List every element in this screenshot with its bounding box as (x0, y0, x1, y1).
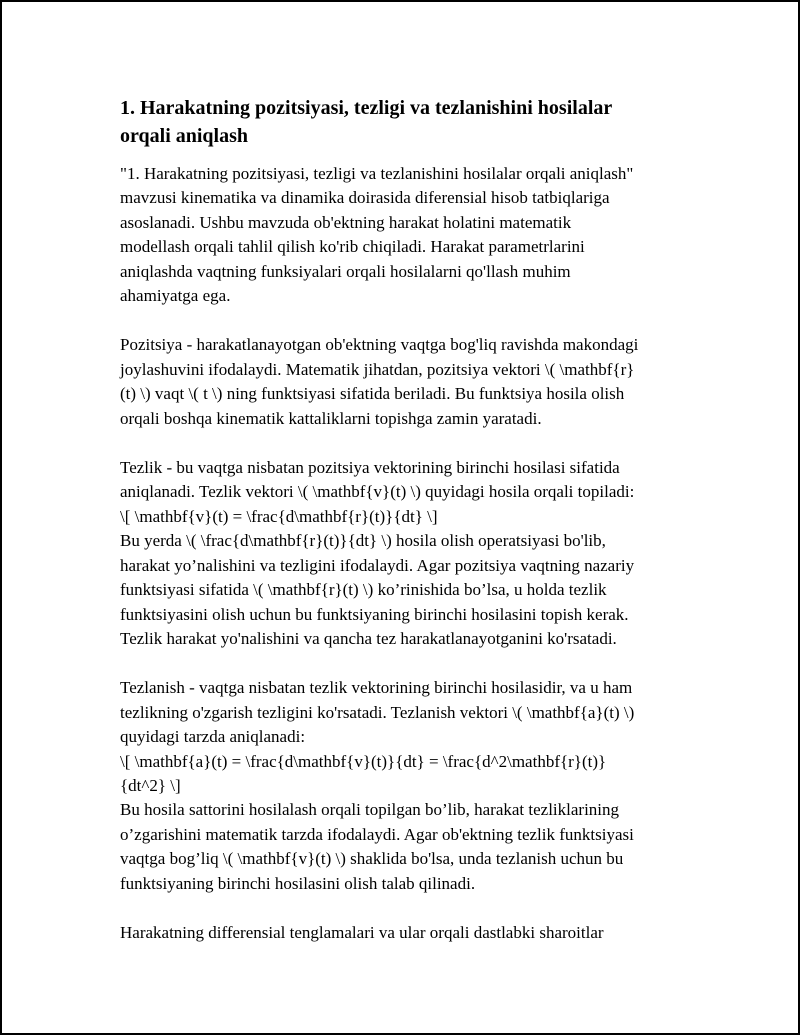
paragraph-intro (120, 162, 690, 308)
text-line: modellash orqali tahlil qilish ko'rib chiqiladi. Harakat parametrlarini (120, 237, 585, 257)
text-line: aniqlashda vaqtning funksiyalari orqali hosilalarni qo'llash muhim (120, 261, 571, 281)
section-title (120, 94, 690, 150)
text-line: aniqlanadi. Tezlik vektori \( \mathbf{v}(t) \) quyidagi hosila orqali topiladi: (120, 482, 635, 502)
document-content (120, 94, 690, 970)
text-line: joylashuvini ifodalaydi. Matematik jihatdan, pozitsiya vektori \( \mathbf{r} (120, 359, 635, 379)
text-line: funktsiyaning birinchi hosilasini olish talab qilinadi. (120, 873, 476, 893)
title-line: 1. Harakatning pozitsiyasi, tezligi va tezlanishini hosilalar (120, 97, 613, 119)
text-line: Bu hosila sattorini hosilalash orqali topilgan bo’lib, harakat tezliklarining (120, 800, 620, 820)
text-line: tezlikning o'zgarish tezligini ko'rsatadi. Tezlanish vektori \( \mathbf{a}(t) \) (120, 702, 635, 722)
text-line: (t) \) vaqt \( t \) ning funktsiyasi sifatida beriladi. Bu funktsiya hosila olish (120, 384, 625, 404)
text-line: o’zgarishini matematik tarzda ifodalaydi. Agar ob'ektning tezlik funktsiyasi (120, 824, 634, 844)
text-line: Tezlik - bu vaqtga nisbatan pozitsiya vektorining birinchi hosilasi sifatida (120, 458, 620, 478)
text-line: "1. Harakatning pozitsiyasi, tezligi va tezlanishini hosilalar orqali aniqlash" (120, 164, 634, 183)
paragraph-differential-equations (120, 921, 690, 945)
text-line: ahamiyatga ega. (120, 286, 231, 306)
text-line: vaqtga bog’liq \( \mathbf{v}(t) \) shaklida bo'lsa, unda tezlanish uchun bu (120, 849, 624, 869)
paragraph-acceleration (120, 676, 690, 896)
formula-line: {dt^2} \] (120, 775, 181, 795)
text-line: mavzusi kinematika va dinamika doirasida diferensial hisob tatbiqlariga (120, 188, 610, 208)
text-line: quyidagi tarzda aniqlanadi: (120, 727, 306, 747)
text-line: asoslanadi. Ushbu mavzuda ob'ektning harakat holatini matematik (120, 212, 572, 232)
formula-line: \[ \mathbf{a}(t) = \frac{d\mathbf{v}(t)}{dt} = \frac{d^2\mathbf{r}(t)} (120, 751, 607, 771)
text-line: Pozitsiya - harakatlanayotgan ob'ektning vaqtga bog'liq ravishda makondagi (120, 335, 639, 355)
text-line: Tezlik harakat yo'nalishini va qancha tez harakatlanayotganini ko'rsatadi. (120, 628, 617, 648)
paragraph-velocity (120, 456, 690, 651)
text-line: harakat yo’nalishini va tezligini ifodalaydi. Agar pozitsiya vaqtning nazariy (120, 555, 635, 575)
text-line: orqali boshqa kinematik kattaliklarni topishga zamin yaratadi. (120, 408, 542, 428)
text-line: Harakatning differensial tenglamalari va ular orqali dastlabki sharoitlar (120, 922, 604, 942)
formula-line: \[ \mathbf{v}(t) = \frac{d\mathbf{r}(t)}{dt} \] (120, 506, 438, 526)
text-line: Bu yerda \( \frac{d\mathbf{r}(t)}{dt} \) hosila olish operatsiyasi bo'lib, (120, 531, 606, 551)
paragraph-position (120, 333, 690, 431)
title-line: orqali aniqlash (120, 125, 249, 147)
text-line: Tezlanish - vaqtga nisbatan tezlik vektorining birinchi hosilasidir, va u ham (120, 678, 633, 698)
text-line: funktsiyasini olish uchun bu funktsiyaning birinchi hosilasini topish kerak. (120, 604, 629, 624)
text-line: funktsiyasi sifatida \( \mathbf{r}(t) \) ko’rinishida bo’lsa, u holda tezlik (120, 580, 607, 600)
